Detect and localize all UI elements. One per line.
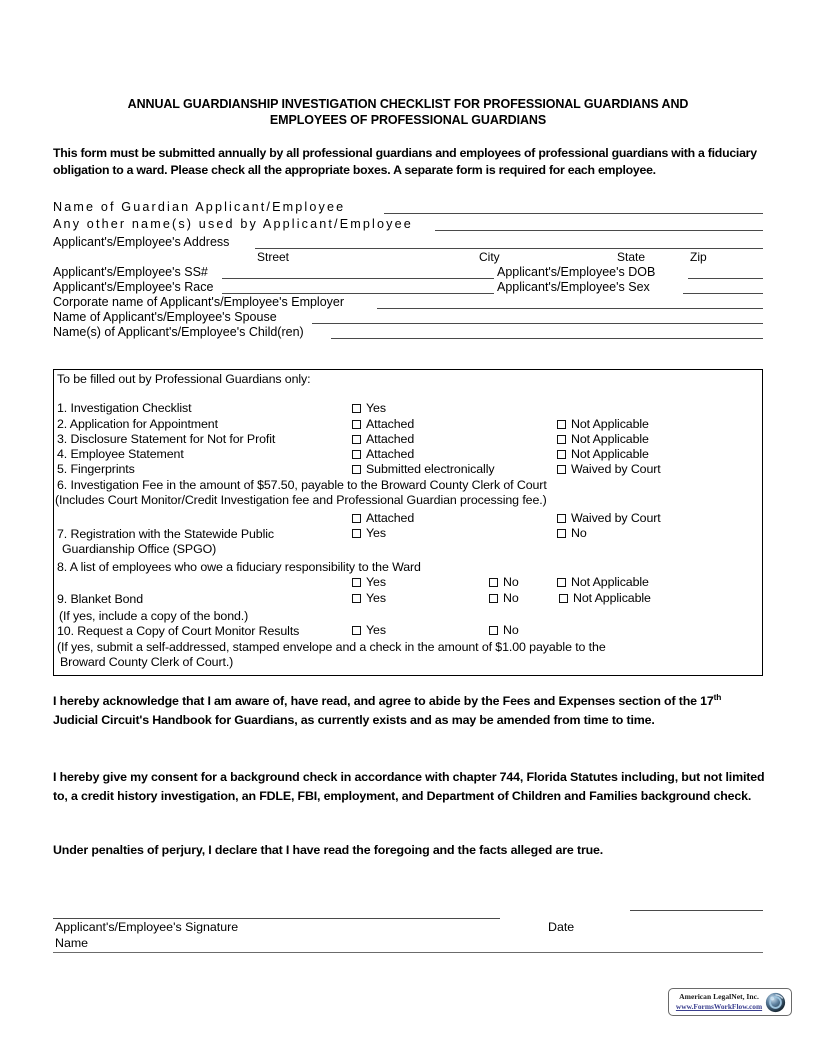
option-label: Not Applicable: [571, 432, 649, 446]
checklist-item-3-option-attached[interactable]: [352, 433, 414, 446]
option-label: No: [571, 526, 587, 540]
employer-input-line[interactable]: [377, 308, 763, 309]
checkbox-icon[interactable]: [557, 514, 566, 523]
option-label: Not Applicable: [571, 417, 649, 431]
address-label: Applicant's/Employee's Address: [53, 235, 230, 249]
checkbox-icon[interactable]: [557, 529, 566, 538]
checklist-item-8-option-not-applicable[interactable]: [557, 576, 649, 589]
acknowledgement-ordinal-suffix: th: [713, 691, 722, 702]
checklist-item-2-option-attached[interactable]: [352, 418, 414, 431]
race-input-line[interactable]: [222, 293, 494, 294]
checklist-item-7-option-yes[interactable]: [352, 527, 386, 540]
option-label: Not Applicable: [573, 591, 651, 605]
checklist-item-9-option-no[interactable]: [489, 592, 519, 605]
checklist-item-10-option-yes[interactable]: [352, 624, 386, 637]
address-input-line[interactable]: [255, 248, 763, 249]
checklist-item-6-line-1: 6. Investigation Fee in the amount of $57.50, payable to the Broward County Clerk of Court: [57, 478, 547, 492]
checkbox-icon[interactable]: [352, 465, 361, 474]
option-label: No: [503, 575, 519, 589]
checkbox-icon[interactable]: [352, 578, 361, 587]
option-label: Submitted electronically: [366, 462, 495, 476]
option-label: Attached: [366, 417, 415, 431]
option-label: No: [503, 591, 519, 605]
address-column-city: City: [479, 250, 500, 264]
checklist-item-9-line-2: (If yes, include a copy of the bond.): [59, 609, 249, 623]
checklist-item-2-label: 2. Application for Appointment: [57, 417, 218, 431]
checkbox-icon[interactable]: [489, 594, 498, 603]
checkbox-icon[interactable]: [352, 594, 361, 603]
checklist-item-10-line-1: 10. Request a Copy of Court Monitor Results: [57, 624, 300, 638]
checklist-item-6-option-attached[interactable]: [352, 512, 414, 525]
signature-label: Applicant's/Employee's Signature: [55, 920, 239, 934]
intro-paragraph: This form must be submitted annually by all professional guardians and employees of professional guardians with a fiduciary obligation to a ward. Please check all the appropriate boxes. A separate form is required for each employee.: [53, 146, 757, 177]
checkbox-icon[interactable]: [557, 450, 566, 459]
checklist-item-8-line-1: 8. A list of employees who owe a fiduciary responsibility to the Ward: [57, 560, 421, 574]
date-label: Date: [548, 920, 575, 934]
date-input-line[interactable]: [630, 910, 763, 911]
option-label: Yes: [366, 575, 386, 589]
option-label: Yes: [366, 623, 386, 637]
guardian-name-input-line[interactable]: [384, 213, 763, 214]
checklist-item-7-line-1: 7. Registration with the Statewide Public: [57, 527, 274, 541]
checkbox-icon[interactable]: [557, 420, 566, 429]
checklist-item-4-option-not-applicable[interactable]: [557, 448, 649, 461]
ssn-input-line[interactable]: [222, 278, 494, 279]
checklist-item-3-option-not-applicable[interactable]: [557, 433, 649, 446]
badge-website-link[interactable]: www.FormsWorkFlow.com: [675, 1002, 763, 1011]
perjury-paragraph: Under penalties of perjury, I declare that I have read the foregoing and the facts alleged are true.: [53, 843, 604, 857]
option-label: Attached: [366, 511, 415, 525]
address-column-zip: Zip: [690, 250, 707, 264]
checklist-item-10-note-line-2: Broward County Clerk of Court.): [60, 655, 234, 669]
checklist-item-8-option-yes[interactable]: [352, 576, 386, 589]
checkbox-icon[interactable]: [352, 435, 361, 444]
spouse-input-line[interactable]: [312, 323, 763, 324]
address-column-state: State: [617, 250, 646, 264]
checklist-item-4-label: 4. Employee Statement: [57, 447, 184, 461]
checkbox-icon[interactable]: [559, 594, 568, 603]
other-names-input-line[interactable]: [435, 230, 763, 231]
option-label: Attached: [366, 447, 415, 461]
checkbox-icon[interactable]: [557, 465, 566, 474]
checkbox-icon[interactable]: [352, 529, 361, 538]
checklist-item-4-option-attached[interactable]: [352, 448, 414, 461]
option-label: Yes: [366, 401, 386, 415]
option-label: Not Applicable: [571, 447, 649, 461]
sex-label: Applicant's/Employee's Sex: [497, 280, 650, 294]
checklist-item-2-option-not-applicable[interactable]: [557, 418, 649, 431]
checkbox-icon[interactable]: [557, 435, 566, 444]
checklist-item-7-option-no[interactable]: [557, 527, 587, 540]
checklist-item-5-option-submitted-electronically[interactable]: [352, 463, 494, 476]
checklist-heading: To be filled out by Professional Guardians only:: [57, 372, 311, 386]
badge-company-name: American LegalNet, Inc.: [679, 992, 759, 1001]
checklist-item-10-option-no[interactable]: [489, 624, 519, 637]
checklist-item-3-label: 3. Disclosure Statement for Not for Profit: [57, 432, 276, 446]
checklist-item-6-option-waived-by-court[interactable]: [557, 512, 661, 525]
option-label: Waived by Court: [571, 511, 661, 525]
option-label: Yes: [366, 591, 386, 605]
checkbox-icon[interactable]: [352, 450, 361, 459]
signature-input-line[interactable]: [53, 918, 500, 919]
name-label: Name: [55, 936, 89, 950]
option-label: Yes: [366, 526, 386, 540]
checklist-item-9-option-yes[interactable]: [352, 592, 386, 605]
checklist-item-9-option-not-applicable[interactable]: [559, 592, 651, 605]
address-column-street: Street: [257, 250, 290, 264]
checkbox-icon[interactable]: [352, 514, 361, 523]
guardian-name-label: Name of Guardian Applicant/Employee: [53, 200, 346, 214]
american-legalnet-badge[interactable]: [668, 988, 792, 1016]
checklist-item-8-option-no[interactable]: [489, 576, 519, 589]
checklist-item-7-line-2: Guardianship Office (SPGO): [62, 542, 217, 556]
other-names-label: Any other name(s) used by Applicant/Employee: [53, 217, 413, 231]
checklist-item-9-line-1: 9. Blanket Bond: [57, 592, 143, 606]
checklist-item-10-note-line-1: (If yes, submit a self-addressed, stamped envelope and a check in the amount of $1.00 payable to the: [57, 640, 606, 654]
checkbox-icon[interactable]: [352, 404, 361, 413]
page-title-line-1: ANNUAL GUARDIANSHIP INVESTIGATION CHECKLIST FOR PROFESSIONAL GUARDIANS AND: [127, 97, 689, 111]
option-label: Waived by Court: [571, 462, 661, 476]
checkbox-icon[interactable]: [489, 578, 498, 587]
checklist-item-5-label: 5. Fingerprints: [57, 462, 135, 476]
checkbox-icon[interactable]: [352, 420, 361, 429]
consent-paragraph: I hereby give my consent for a background check in accordance with chapter 744, Florida Statutes including, but not limited to, a credit history investigation, an FDLE, FBI, employment, and Department of Children and Families background check.: [53, 770, 765, 803]
dob-label: Applicant's/Employee's DOB: [497, 265, 656, 279]
checklist-item-1-option-yes[interactable]: [352, 402, 386, 415]
employer-label: Corporate name of Applicant's/Employee's Employer: [53, 295, 345, 309]
acknowledgement-text-post: Judicial Circuit's Handbook for Guardians, as currently exists and as may be amended from time to time.: [53, 713, 655, 727]
checklist-item-1-label: 1. Investigation Checklist: [57, 401, 192, 415]
checklist-item-5-option-waived-by-court[interactable]: [557, 463, 661, 476]
race-label: Applicant's/Employee's Race: [53, 280, 214, 294]
option-label: Attached: [366, 432, 415, 446]
page-title-line-2: EMPLOYEES OF PROFESSIONAL GUARDIANS: [269, 113, 547, 127]
acknowledgement-text-pre: I hereby acknowledge that I am aware of, have read, and agree to abide by the Fees and Expenses section of the 17: [53, 694, 714, 708]
sex-input-line[interactable]: [683, 293, 763, 294]
name-input-line[interactable]: [53, 952, 763, 953]
dob-input-line[interactable]: [688, 278, 763, 279]
option-label: Not Applicable: [571, 575, 649, 589]
option-label: No: [503, 623, 519, 637]
children-label: Name(s) of Applicant's/Employee's Child(ren): [53, 325, 304, 339]
children-input-line[interactable]: [331, 338, 763, 339]
checkbox-icon[interactable]: [352, 626, 361, 635]
spouse-label: Name of Applicant's/Employee's Spouse: [53, 310, 277, 324]
checkbox-icon[interactable]: [557, 578, 566, 587]
globe-orb-icon: [765, 992, 786, 1013]
acknowledgement-paragraph: [53, 692, 765, 730]
checkbox-icon[interactable]: [489, 626, 498, 635]
ssn-label: Applicant's/Employee's SS#: [53, 265, 208, 279]
checklist-item-6-line-2: (Includes Court Monitor/Credit Investigation fee and Professional Guardian processing fee.): [55, 493, 547, 507]
